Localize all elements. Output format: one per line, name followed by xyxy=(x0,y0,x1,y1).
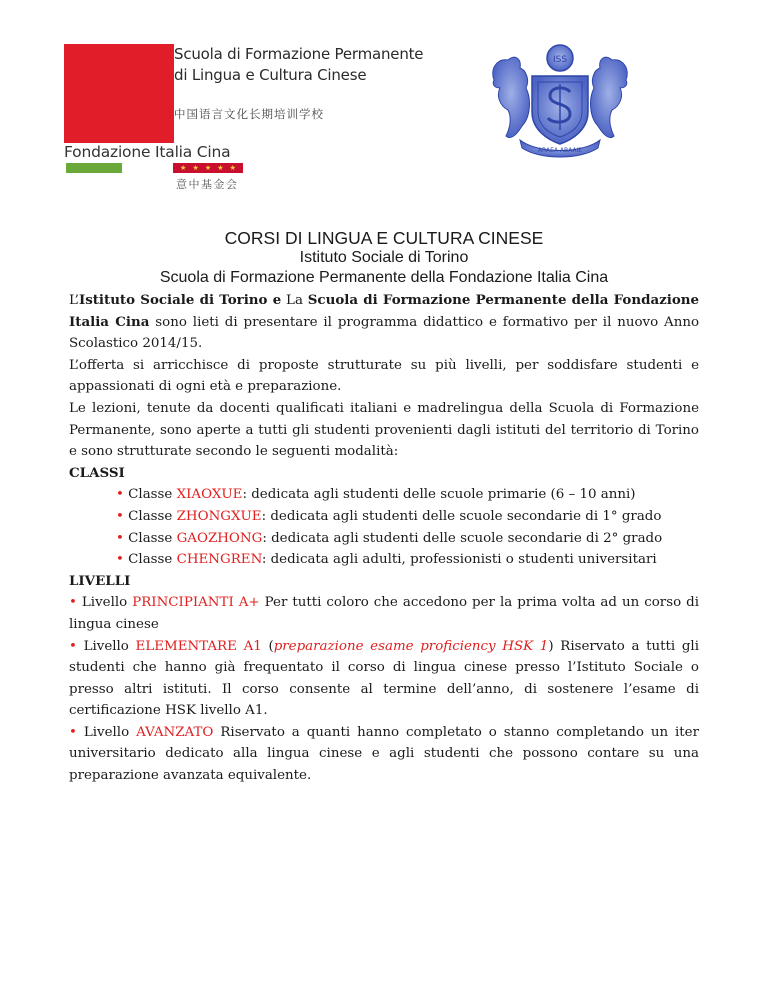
classe-name: XIAOXUE xyxy=(176,487,243,503)
intro-text: La xyxy=(281,293,308,308)
foundation-red-bar xyxy=(173,163,243,173)
star-icon: ★ xyxy=(180,164,187,172)
livello-desc: Riservato a quanti hanno completato o stanno completando un iter universitario dedicato alla lingua cinese e agli studenti che possono contare su una preparazione avanzata equivalente. xyxy=(69,724,700,784)
crest-ribbon-text: ARAEA ABAAIE xyxy=(537,147,583,154)
foundation-name: Fondazione Italia Cina xyxy=(64,143,231,161)
livello-prefix: Livello xyxy=(76,638,136,654)
school-name xyxy=(174,44,423,86)
livello-name: ELEMENTARE A1 xyxy=(135,638,262,654)
foundation-name-chinese: 意中基金会 xyxy=(176,178,239,191)
school-name-line1: Scuola di Formazione Permanente xyxy=(174,45,424,63)
livello-item xyxy=(69,636,699,722)
classe-name: GAOZHONG xyxy=(176,530,263,546)
livello-prefix: Livello xyxy=(76,595,133,611)
bullet-icon: • xyxy=(116,487,124,503)
classe-name: CHENGREN xyxy=(176,552,262,568)
star-icon: ★ xyxy=(192,164,199,172)
livello-note: preparazione esame proficiency HSK 1 xyxy=(273,638,549,654)
livello-prefix: Livello xyxy=(76,724,137,740)
bullet-icon: • xyxy=(116,552,124,568)
bullet-icon: • xyxy=(116,508,124,524)
classe-desc: : dedicata agli studenti delle scuole secondarie di 1° grado xyxy=(261,508,662,524)
livello-desc: Riservato a tutti gli studenti che hanno già frequentato il corso di lingua cinese presso l’Istituto Sociale o presso altri istituti. Il corso consente al termine dell’anno, di sostenere l’esame di certificazione HSK livello A1. xyxy=(69,638,699,719)
classe-item xyxy=(69,528,699,550)
livelli-heading: LIVELLI xyxy=(69,572,131,589)
title-line1: CORSI DI LINGUA E CULTURA CINESE xyxy=(224,228,544,248)
document-title xyxy=(0,228,768,288)
ist-sociale-crest-icon xyxy=(486,40,634,158)
classe-item xyxy=(69,506,699,528)
institute-name: Istituto Sociale di Torino e xyxy=(78,292,282,308)
livello-desc: Per tutti coloro che accedono per la prima volta ad un corso di lingua cinese xyxy=(69,595,699,632)
classe-prefix: Classe xyxy=(128,530,177,546)
title-line3: Scuola di Formazione Permanente della Fondazione Italia Cina xyxy=(159,269,609,286)
crest-top-text: ISS xyxy=(552,55,568,65)
school-name-bold: Scuola di Formazione Permanente della Fondazione Italia Cina xyxy=(69,292,700,330)
livello-item xyxy=(69,722,699,787)
bullet-icon: • xyxy=(116,530,124,546)
intro-text: L’ xyxy=(69,293,79,308)
classe-desc: : dedicata agli studenti delle scuole primarie (6 – 10 anni) xyxy=(242,487,636,503)
classe-item xyxy=(69,549,699,571)
bullet-icon: • xyxy=(69,724,77,740)
classe-desc: : dedicata agli adulti, professionisti o studenti universitari xyxy=(261,552,657,568)
school-name-chinese: 中国语言文化长期培训学校 xyxy=(174,107,324,121)
classe-prefix: Classe xyxy=(128,552,177,568)
classe-prefix: Classe xyxy=(128,508,177,524)
classe-desc: : dedicata agli studenti delle scuole secondarie di 2° grado xyxy=(262,530,663,546)
livello-paren: ) xyxy=(548,638,554,654)
intro-paragraph-3: Le lezioni, tenute da docenti qualificati italiani e madrelingua della Scuola di Formazione Permanente, sono aperte a tutti gli studenti provenienti dagli istituti del territorio di Torino e sono strutturate secondo le seguenti modalità: xyxy=(69,400,699,460)
star-icon: ★ xyxy=(229,164,236,172)
livello-name: AVANZATO xyxy=(136,724,214,740)
intro-paragraph-2: L’offerta si arricchisce di proposte strutturate su più livelli, per soddisfare studenti e appassionati di ogni età e preparazione. xyxy=(69,357,699,395)
title-line2: Istituto Sociale di Torino xyxy=(299,249,469,266)
school-name-line2: di Lingua e Cultura Cinese xyxy=(174,66,367,84)
livello-name: PRINCIPIANTI A+ xyxy=(132,595,260,611)
classi-heading: CLASSI xyxy=(69,464,125,481)
star-icon: ★ xyxy=(217,164,224,172)
intro-paragraph-1 xyxy=(69,290,699,355)
classe-name: ZHONGXUE xyxy=(176,508,262,524)
school-logo-red-square xyxy=(64,44,174,143)
foundation-green-bar xyxy=(66,163,122,173)
classe-item xyxy=(69,484,699,506)
document-body xyxy=(69,290,699,787)
bullet-icon: • xyxy=(69,638,77,654)
bullet-icon: • xyxy=(69,595,77,611)
livello-paren: ( xyxy=(261,638,274,654)
classe-prefix: Classe xyxy=(128,487,177,503)
intro-text: sono lieti di presentare il programma didattico e formativo per il nuovo Anno Scolastico 2014/15. xyxy=(69,314,700,352)
star-icon: ★ xyxy=(204,164,212,172)
livello-item xyxy=(69,592,699,635)
